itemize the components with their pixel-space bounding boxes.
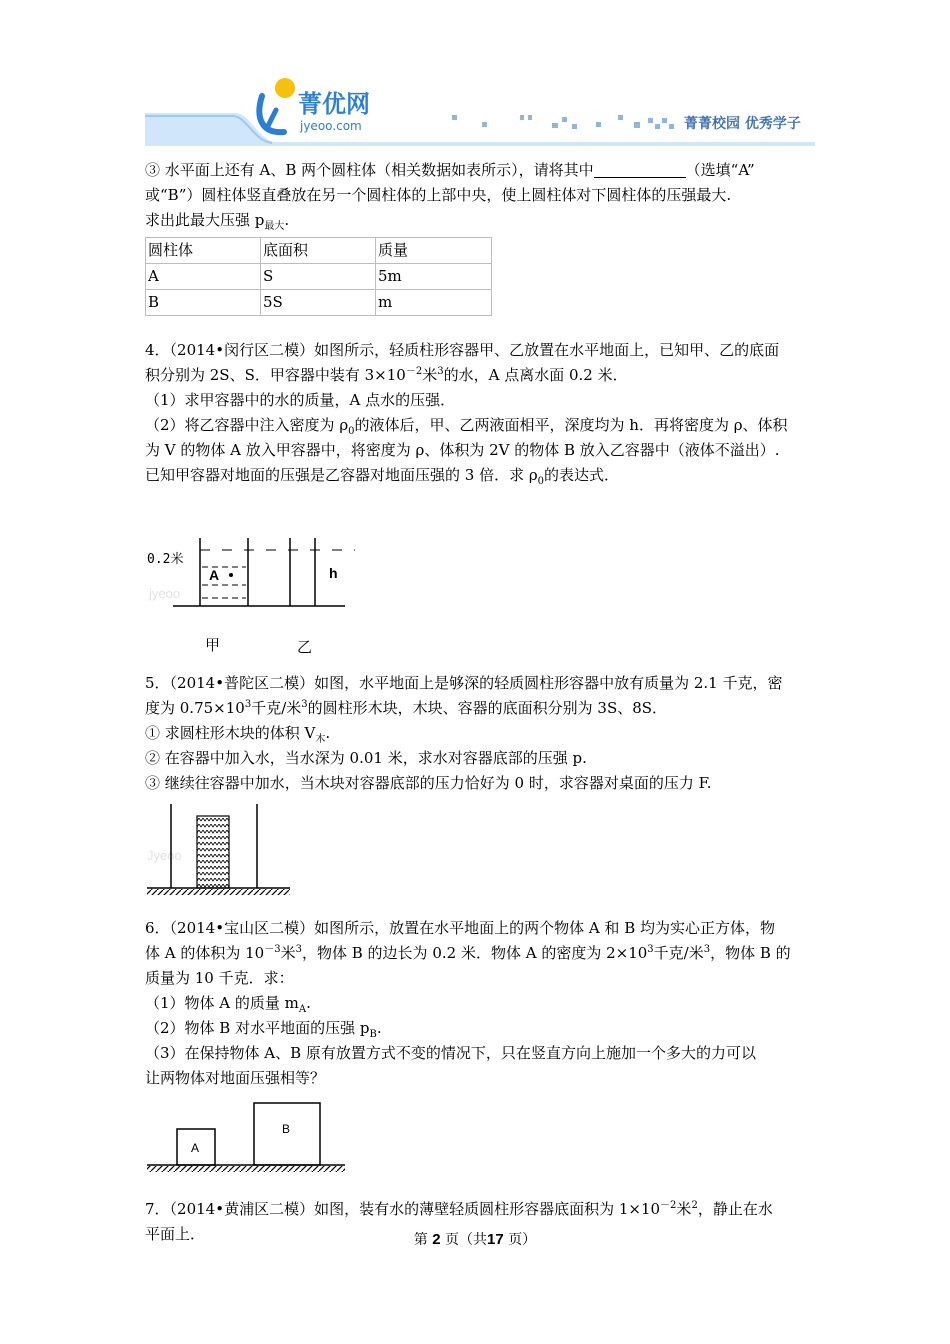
container-jia-label: 甲 [205, 636, 221, 654]
point-a-label: A [209, 567, 220, 583]
watermark: Jyeoo [147, 848, 182, 863]
table-header: 底面积 [261, 238, 376, 264]
table-header: 圆柱体 [146, 238, 261, 264]
page-header [0, 0, 950, 160]
q6-line5: （2）物体 B 对水平地面的压强 $p_B$. [145, 1019, 382, 1040]
q7-line2: 平面上． [145, 1225, 206, 1243]
watermark: jyeoo [149, 586, 181, 601]
table-cell: B [146, 290, 261, 316]
page-number: 2 [432, 1231, 441, 1248]
table-cell: m [376, 290, 492, 316]
table-cell: 5S [261, 290, 376, 316]
page-total: 17 [487, 1231, 504, 1248]
logo-url: jyeoo.com [300, 119, 362, 133]
table-cell: 5m [376, 264, 492, 290]
q6-figure [145, 1099, 355, 1179]
table-cell: A [146, 264, 261, 290]
cylinder-table [145, 237, 492, 316]
q5-line3: ① 求圆柱形木块的体积 $V_木$. [145, 724, 331, 745]
depth-h-label: h [329, 565, 338, 581]
cube-b-label: B [282, 1122, 291, 1136]
q6-line4: （1）物体 A 的质量 $m_A$. [145, 994, 311, 1015]
table-row [146, 290, 492, 316]
q4-line2: 积分别为 2S、S．甲容器中装有 $3\times 10^{-2}$米$^3$的水，A 点离水面 0.2 米． [145, 366, 628, 384]
table-cell: S [261, 264, 376, 290]
answer-blank[interactable] [594, 161, 686, 178]
q5-line5: ③ 继续往容器中加水，当木块对容器底部的压力恰好为 0 时，求容器对桌面的压力 F. [145, 774, 712, 792]
q3-line2: 或“B”）圆柱体竖直叠放在另一个圆柱体的上部中央，使上圆柱体对下圆柱体的压强最大. [145, 186, 732, 204]
q5-figure [145, 800, 305, 900]
logo-text: 菁优网 [298, 90, 370, 118]
table-row [146, 264, 492, 290]
q6-line6: （3）在保持物体 A、B 原有放置方式不变的情况下，只在竖直方向上施加一个多大的力可以 [145, 1044, 756, 1062]
cube-a-label: A [191, 1141, 200, 1155]
q4-line4: （2）将乙容器中注入密度为 $\rho_0$的液体后，甲、乙两液面相平，深度均为 h．再将密度为 ρ、体积 [145, 416, 788, 437]
q6-line3: 质量为 10 千克．求： [145, 969, 294, 987]
container-yi-label: 乙 [297, 638, 313, 656]
header-banner [0, 0, 950, 160]
q3-line3: 求出此最大压强 $p_{最大}$. [145, 211, 290, 232]
q4-line6: 已知甲容器对地面的压强是乙容器对地面压强的 3 倍．求 $\rho_0$的表达式． [145, 466, 620, 487]
page-footer: 第 2 页（共17 页） [413, 1231, 537, 1248]
wood-block [197, 816, 229, 888]
q7-line1: 7．（2014•黄浦区二模）如图，装有水的薄壁轻质圆柱形容器底面积为 $1\times 10^{-2}$米$^2$，静止在水 [145, 1200, 773, 1218]
q6-line7: 让两物体对地面压强相等？ [145, 1069, 326, 1087]
table-header: 质量 [376, 238, 492, 264]
logo-icon [259, 78, 295, 132]
q4-line1: 4．（2014•闵行区二模）如图所示，轻质柱形容器甲、乙放置在水平地面上，已知甲、乙的底面 [145, 341, 780, 359]
q4-figure-captions [145, 633, 815, 663]
q3-line1: ③ 水平面上还有 A、B 两个圆柱体（相关数据如表所示），请将其中 （选填“A” [145, 161, 755, 179]
q6-line2: 体 A 的体积为 $10^{-3}$米$^3$，物体 B 的边长为 0.2 米．物体 A 的密度为 $2\times 10^3$千克/米$^3$，物体 B 的 [145, 944, 791, 962]
depth-label: 0.2米 [147, 552, 184, 567]
q4-line3: （1）求甲容器中的水的质量，A 点水的压强． [145, 391, 456, 409]
q6-line1: 6．（2014•宝山区二模）如图所示，放置在水平地面上的两个物体 A 和 B 均为实心正方体，物 [145, 919, 775, 937]
table-header-row [146, 238, 492, 264]
header-slogan: 菁菁校园 优秀学子 [684, 116, 801, 132]
q4-figure [145, 498, 405, 633]
decor-squares [452, 115, 674, 129]
q4-line5: 为 V 的物体 A 放入甲容器中，将密度为 ρ、体积为 2V 的物体 B 放入乙容器中（液体不溢出）. [145, 441, 780, 459]
document-body [145, 158, 815, 1247]
q5-line4: ② 在容器中加入水，当水深为 0.01 米，求水对容器底部的压强 p. [145, 749, 587, 767]
q5-line1: 5．（2014•普陀区二模）如图，水平地面上是够深的轻质圆柱形容器中放有质量为 2.1 千克，密 [145, 674, 783, 692]
q5-line2: 度为 $0.75\times 10^3$千克/米$^3$的圆柱形木块，木块、容器的底面积分别为 3S、8S． [145, 699, 668, 717]
